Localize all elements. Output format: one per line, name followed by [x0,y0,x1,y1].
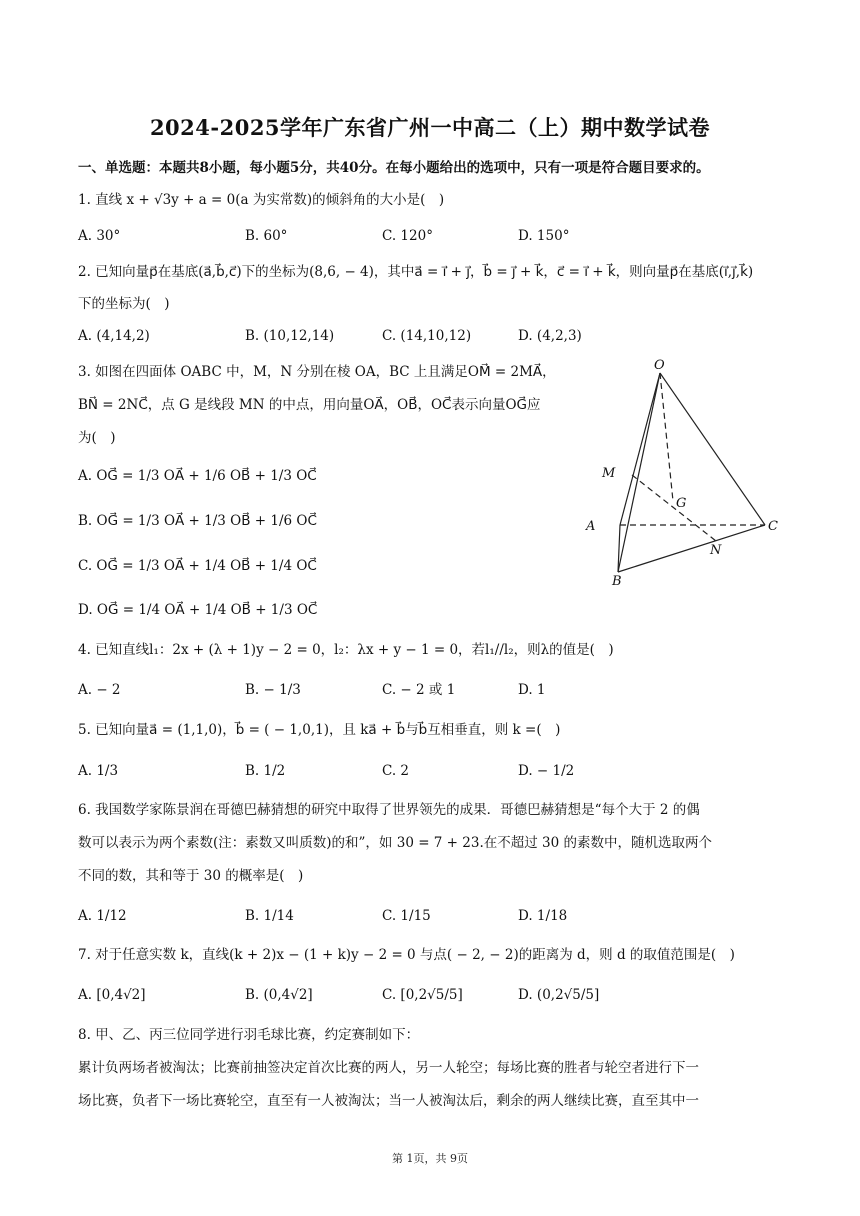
q3-stem-line1: 3. 如图在四面体 OABC 中，M，N 分别在棱 OA，BC 上且满足OM⃗ = 2MA⃗， [78,364,556,380]
q7-option-c: C. [0,2√5/5] [382,987,463,1003]
q8-stem-line2: 累计负两场者被淘汰；比赛前抽签决定首次比赛的两人，另一人轮空；每场比赛的胜者与轮空者进行下一 [78,1060,699,1076]
q8-stem-line1: 8. 甲、乙、丙三位同学进行羽毛球比赛，约定赛制如下： [78,1027,420,1043]
q1-option-b: B. 60° [245,228,288,244]
segment-mn-dashed [632,475,716,541]
q8-stem-line3: 场比赛，负者下一场比赛轮空，直至有一人被淘汰；当一人被淘汰后，剩余的两人继续比赛，直至其中一 [78,1093,699,1109]
label-c: C [768,519,778,534]
label-o: O [654,358,665,373]
q6-option-c: C. 1/15 [382,908,431,924]
q2-option-c: C. (14,10,12) [382,328,472,344]
q3-option-c: C. OG⃗ = 1/3 OA⃗ + 1/4 OB⃗ + 1/4 OC⃗ [78,558,317,574]
q2-option-a: A. (4,14,2) [78,328,150,344]
q2-option-b: B. (10,12,14) [245,328,335,344]
q3-option-a: A. OG⃗ = 1/3 OA⃗ + 1/6 OB⃗ + 1/3 OC⃗ [78,468,317,484]
q2-option-d: D. (4,2,3) [518,328,582,344]
q7-option-d: D. (0,2√5/5] [518,987,600,1003]
q1-option-a: A. 30° [78,228,121,244]
q7-option-a: A. [0,4√2] [78,987,146,1003]
q3-option-b: B. OG⃗ = 1/3 OA⃗ + 1/3 OB⃗ + 1/6 OC⃗ [78,513,317,529]
q4-option-b: B. − 1/3 [245,682,301,698]
q2-stem-line1: 2. 已知向量p⃗在基底(a⃗,b⃗,c⃗)下的坐标为(8,6, − 4)，其中a⃗ = i⃗ + j⃗，b⃗ = j⃗ + k⃗，c⃗ = i⃗ + k⃗，则向量p⃗在基底(i⃗,j⃗,k⃗) [78,264,754,280]
q3-option-d: D. OG⃗ = 1/4 OA⃗ + 1/4 OB⃗ + 1/3 OC⃗ [78,602,318,618]
q7-stem: 7. 对于任意实数 k，直线(k + 2)x − (1 + k)y − 2 = 0 与点( − 2, − 2)的距离为 d，则 d 的取值范围是( ) [78,947,735,963]
q4-option-d: D. 1 [518,682,546,698]
q6-option-d: D. 1/18 [518,908,568,924]
q5-stem: 5. 已知向量a⃗ = (1,1,0)，b⃗ = ( − 1,0,1)，且 ka⃗ + b⃗与b⃗互相垂直，则 k =( ) [78,722,561,738]
q1-option-c: C. 120° [382,228,433,244]
tetrahedron-figure [580,355,790,590]
label-m: M [602,466,616,481]
q1-option-d: D. 150° [518,228,570,244]
q3-stem-line3: 为( ) [78,430,116,446]
q4-option-c: C. − 2 或 1 [382,682,456,698]
q1-stem: 1. 直线 x + √3y + a = 0(a 为实常数)的倾斜角的大小是( ) [78,192,445,208]
edge-oa [620,373,660,525]
label-n: N [710,543,722,558]
q6-option-a: A. 1/12 [78,908,127,924]
page-footer: 第 1页，共 9页 [392,1152,468,1165]
q4-option-a: A. − 2 [78,682,121,698]
q4-stem: 4. 已知直线l₁：2x + (λ + 1)y − 2 = 0，l₂：λx + y − 1 = 0，若l₁//l₂，则λ的值是( ) [78,642,614,658]
q7-option-b: B. (0,4√2] [245,987,313,1003]
q3-stem-line2: BN⃗ = 2NC⃗，点 G 是线段 MN 的中点，用向量OA⃗，OB⃗，OC⃗表示向量OG⃗应 [78,397,541,413]
q6-stem-line1: 6. 我国数学家陈景润在哥德巴赫猜想的研究中取得了世界领先的成果．哥德巴赫猜想是“每个大于 2 的偶 [78,802,700,818]
q5-option-a: A. 1/3 [78,763,119,779]
segment-og-dashed [660,373,673,501]
q6-option-b: B. 1/14 [245,908,294,924]
q2-stem-line2: 下的坐标为( ) [78,296,170,312]
q5-option-c: C. 2 [382,763,410,779]
edge-bc [618,525,765,572]
q5-option-b: B. 1/2 [245,763,286,779]
exam-title: 2024-2025学年广东省广州一中高二（上）期中数学试卷 [149,115,711,140]
edge-ob [618,373,660,572]
q5-option-d: D. − 1/2 [518,763,575,779]
label-g: G [676,496,687,511]
label-a: A [586,519,596,534]
q6-stem-line2: 数可以表示为两个素数(注：素数又叫质数)的和”，如 30 = 7 + 23.在不超过 30 的素数中，随机选取两个 [78,835,713,851]
label-b: B [612,574,622,589]
q6-stem-line3: 不同的数，其和等于 30 的概率是( ) [78,868,304,884]
section-heading: 一、单选题：本题共8小题，每小题5分，共40分。在每小题给出的选项中，只有一项是符合题目要求的。 [78,160,710,176]
